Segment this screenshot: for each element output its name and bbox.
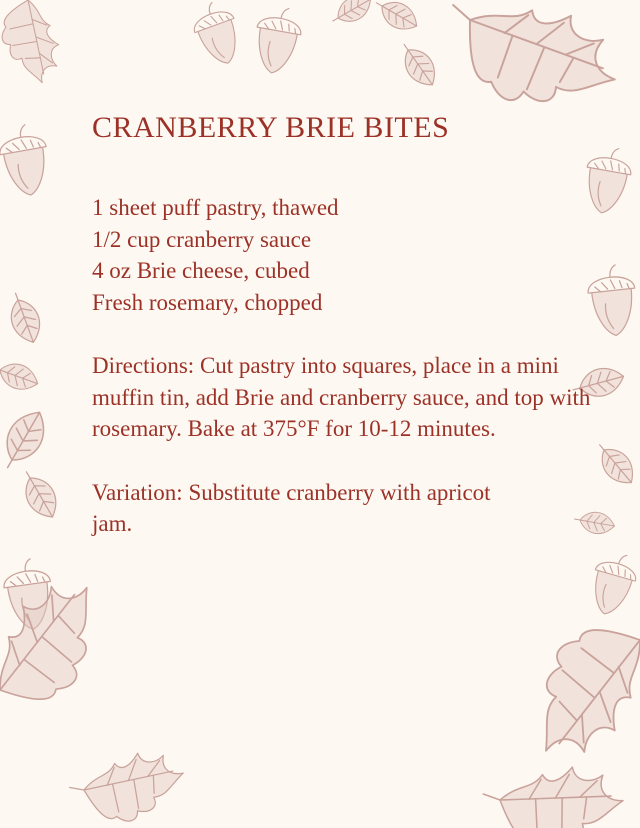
- acorn-icon: [250, 4, 305, 77]
- acorn-icon: [0, 122, 54, 199]
- ingredient-list: [92, 192, 602, 318]
- elm-leaf-icon: [0, 404, 54, 476]
- recipe-title: CRANBERRY BRIE BITES: [92, 111, 450, 144]
- ingredient-item: 4 oz Brie cheese, cubed: [92, 258, 310, 283]
- oak-leaf-icon: [436, 0, 626, 121]
- acorn-icon: [187, 0, 247, 70]
- elm-leaf-icon: [15, 465, 65, 524]
- oak-leaf-icon: [481, 759, 628, 828]
- ingredient-item: 1 sheet puff pastry, thawed: [92, 195, 339, 220]
- directions-text: Directions: Cut pastry into squares, place in a mini muffin tin, add Brie and cranberry sauce, and top with rosemary. Bake at 375°F for 10-12 minutes.: [92, 353, 591, 441]
- elm-leaf-icon: [394, 37, 443, 92]
- oak-leaf-icon: [512, 592, 640, 776]
- elm-leaf-icon: [370, 0, 422, 36]
- elm-leaf-icon: [327, 0, 376, 31]
- recipe-content: [92, 110, 602, 540]
- acorn-icon: [584, 548, 640, 619]
- oak-leaf-icon: [0, 0, 69, 90]
- elm-leaf-icon: [3, 289, 46, 347]
- oak-leaf-icon: [67, 741, 193, 828]
- ingredient-item: 1/2 cup cranberry sauce: [92, 226, 312, 252]
- ingredient-item: Fresh rosemary, chopped: [92, 289, 323, 315]
- variation-text: Variation: Substitute cranberry with apricot jam.: [92, 479, 491, 536]
- elm-leaf-icon: [0, 357, 42, 395]
